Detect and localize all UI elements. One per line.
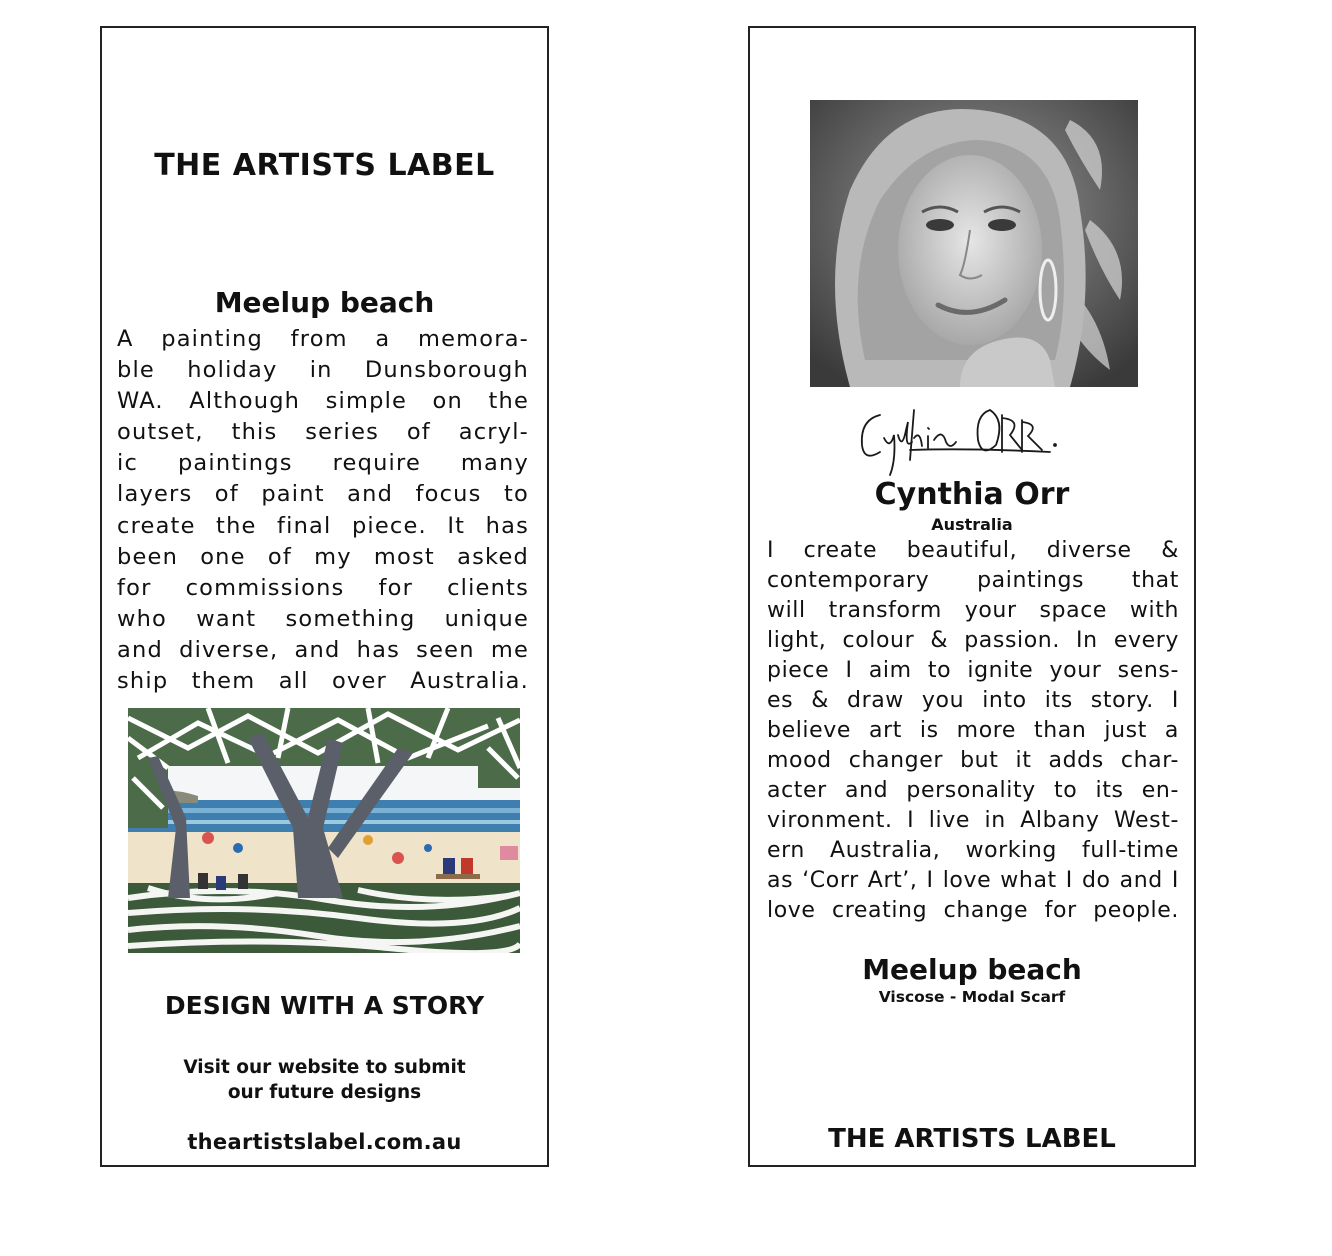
artist-country: Australia bbox=[931, 515, 1013, 534]
artist-bio: I create beautiful, diverse & contemporary paintings that will transform your space with light, colour & passion. In every piece I aim to ignite your sens- es & draw you into its story. I believe art is more than just a mood changer but it adds char- acter and personality to its en- vironment. I live in Albany West- ern Australia, working full-time as ‘Corr Art’, I love what I do and I love creating change for people. bbox=[767, 538, 1179, 923]
brand-title: THE ARTISTS LABEL bbox=[154, 148, 495, 183]
artist-name: Cynthia Orr bbox=[874, 477, 1070, 512]
painting-image bbox=[128, 708, 520, 953]
product-material: Viscose - Modal Scarf bbox=[878, 988, 1066, 1006]
product-title: Meelup beach bbox=[862, 953, 1082, 986]
artwork-description: A painting from a memora- ble holiday in Dunsborough WA. Although simple on the outset, this series of acryl- ic paintings require many layers of paint and focus to create the final piece. It has been one of my most asked for commissions for clients who want something unique and diverse, and has seen me ship them all over Australia. bbox=[117, 326, 529, 695]
front-label-card bbox=[100, 26, 549, 1167]
artwork-title: Meelup beach bbox=[214, 286, 435, 319]
footer-brand: THE ARTISTS LABEL bbox=[828, 1124, 1116, 1154]
website-url: theartistslabel.com.au bbox=[187, 1130, 462, 1154]
back-label-card bbox=[748, 26, 1196, 1167]
tagline: DESIGN WITH A STORY bbox=[164, 991, 485, 1020]
artist-signature bbox=[850, 390, 1090, 485]
visit-website-note: Visit our website to submit our future designs bbox=[183, 1057, 466, 1103]
artist-portrait bbox=[810, 100, 1138, 387]
